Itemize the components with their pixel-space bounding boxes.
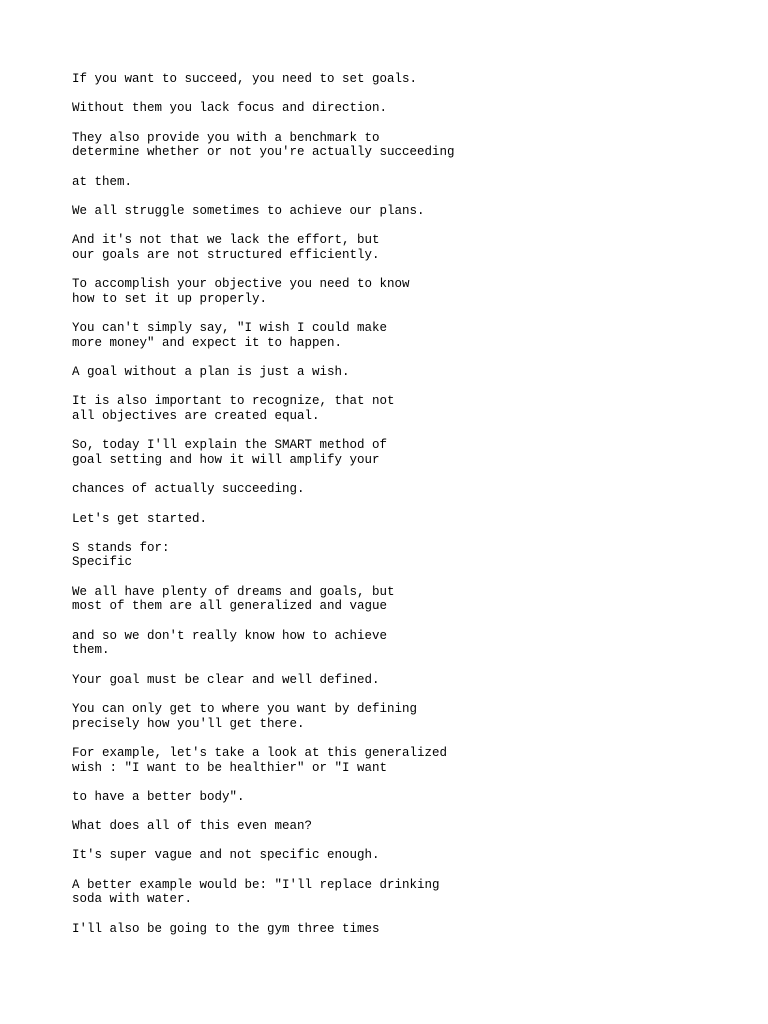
paragraph: [72, 541, 712, 570]
paragraph: [72, 790, 712, 805]
text-line: all objectives are created equal.: [72, 408, 320, 423]
text-line: To accomplish your objective you need to know: [72, 277, 410, 292]
paragraph: [72, 629, 712, 658]
paragraph: [72, 512, 712, 527]
text-line: Specific: [72, 555, 133, 570]
paragraph: [72, 878, 712, 907]
paragraph: [72, 175, 712, 190]
paragraph: [72, 702, 712, 731]
paragraph: [72, 394, 712, 423]
paragraph: [72, 673, 712, 688]
paragraph: [72, 277, 712, 306]
text-line: wish : "I want to be healthier" or "I want: [72, 760, 388, 775]
paragraph: [72, 438, 712, 467]
text-line: how to set it up properly.: [72, 291, 268, 306]
text-line: Let's get started.: [72, 511, 208, 526]
text-line: soda with water.: [72, 892, 193, 907]
text-line: We all have plenty of dreams and goals, but: [72, 584, 395, 599]
text-line: at them.: [72, 174, 133, 189]
text-line: our goals are not structured efficiently.: [72, 247, 380, 262]
paragraph: [72, 131, 712, 160]
text-line: chances of actually succeeding.: [72, 482, 305, 497]
text-line: goal setting and how it will amplify your: [72, 452, 380, 467]
text-line: more money" and expect it to happen.: [72, 335, 343, 350]
text-line: S stands for:: [72, 540, 170, 555]
paragraph: [72, 922, 712, 937]
paragraph: [72, 365, 712, 380]
paragraph: [72, 819, 712, 834]
text-line: They also provide you with a benchmark to: [72, 130, 380, 145]
text-line: I'll also be going to the gym three times: [72, 921, 380, 936]
paragraph: [72, 746, 712, 775]
text-line: It's super vague and not specific enough.: [72, 848, 380, 863]
paragraph: [72, 233, 712, 262]
text-line: You can only get to where you want by defining: [72, 701, 418, 716]
text-line: Your goal must be clear and well defined.: [72, 672, 380, 687]
document-page: [72, 72, 712, 951]
paragraph: [72, 204, 712, 219]
paragraph: [72, 848, 712, 863]
text-line: most of them are all generalized and vague: [72, 599, 388, 614]
text-line: A better example would be: "I'll replace drinking: [72, 877, 440, 892]
text-line: If you want to succeed, you need to set goals.: [72, 72, 418, 86]
text-line: And it's not that we lack the effort, but: [72, 233, 380, 248]
text-line: What does all of this even mean?: [72, 819, 313, 834]
text-line: and so we don't really know how to achieve: [72, 628, 388, 643]
text-line: We all struggle sometimes to achieve our plans.: [72, 203, 425, 218]
text-line: You can't simply say, "I wish I could make: [72, 321, 388, 336]
text-line: determine whether or not you're actually succeeding: [72, 145, 455, 160]
text-line: precisely how you'll get there.: [72, 716, 305, 731]
text-line: A goal without a plan is just a wish.: [72, 365, 350, 379]
paragraph: [72, 585, 712, 614]
paragraph: [72, 72, 712, 87]
paragraph: [72, 321, 712, 350]
paragraph: [72, 482, 712, 497]
text-line: Without them you lack focus and direction.: [72, 101, 388, 116]
text-line: So, today I'll explain the SMART method of: [72, 438, 388, 453]
paragraph: [72, 101, 712, 116]
text-line: It is also important to recognize, that not: [72, 394, 395, 409]
text-line: to have a better body".: [72, 789, 245, 804]
text-line: For example, let's take a look at this generalized: [72, 745, 448, 760]
text-line: them.: [72, 643, 110, 658]
